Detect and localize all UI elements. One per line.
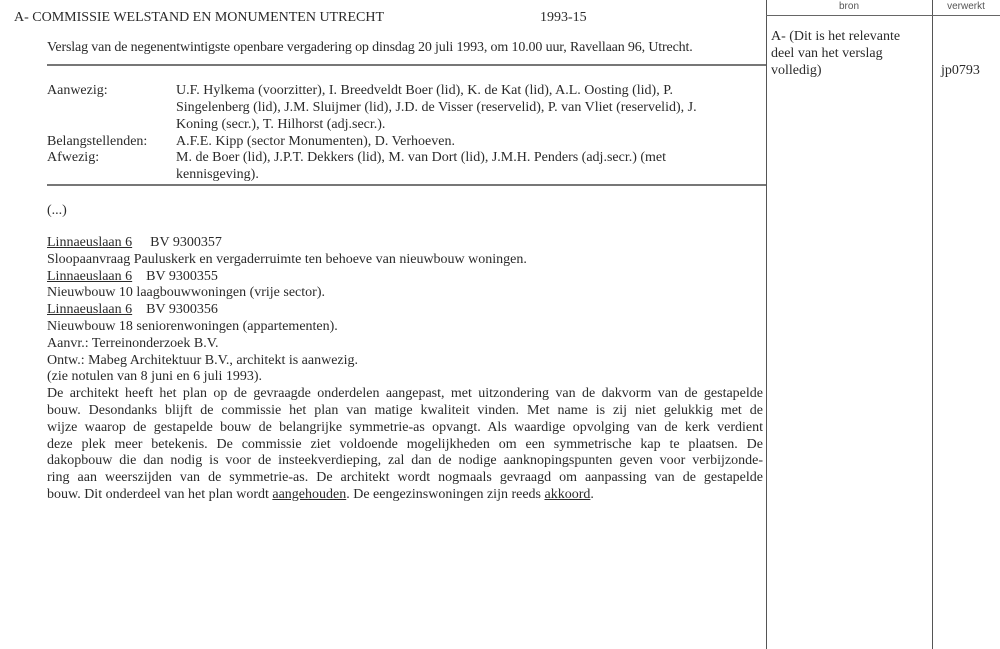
margin-header-line bbox=[766, 15, 1000, 16]
attendance-rule bbox=[47, 184, 766, 186]
bron-line: A- (Dit is het relevante bbox=[771, 29, 901, 44]
document-code: 1993-15 bbox=[540, 10, 587, 25]
paragraph-line: deze plek meer betekenis. De commissie ziet voldoende mogelijkheden om een symmetrische kap te plaatsen. De bbox=[47, 436, 763, 452]
meeting-subtitle: Verslag van de negenentwintigste openbare vergadering op dinsdag 20 juli 1993, om 10.00 uur, Ravellaan 96, Utrecht. bbox=[47, 40, 693, 55]
paragraph-line: dakopbouw die dan nodig is voor de insteekverdieping, zal dan de nodige aanknopingspunten geven voor verbijzonde- bbox=[47, 453, 763, 469]
item-number: BV 9300357 bbox=[150, 235, 222, 250]
applicant: Aanvr.: Terreinonderzoek B.V. bbox=[47, 335, 219, 351]
paragraph-line: ring aan weerszijden van de symmetrie-as. De architekt wordt nogmaals gevraagd om aanpassing van de gestapelde bbox=[47, 470, 763, 486]
column-divider-verwerkt bbox=[932, 0, 933, 649]
bron-line: volledig) bbox=[771, 63, 822, 78]
paragraph-last-line bbox=[47, 487, 763, 504]
item-number: BV 9300356 bbox=[146, 302, 218, 318]
item-description: Sloopaanvraag Pauluskerk en vergaderruimte ten behoeve van nieuwbouw woningen. bbox=[47, 251, 527, 267]
afwezig-line: kennisgeving). bbox=[176, 167, 259, 182]
designer: Ontw.: Mabeg Architektuur B.V., architekt is aanwezig. bbox=[47, 352, 359, 368]
document-title: A- COMMISSIE WELSTAND EN MONUMENTEN UTRECHT bbox=[14, 10, 384, 25]
text: . bbox=[590, 486, 594, 502]
item-address: Linnaeuslaan 6 bbox=[47, 235, 133, 250]
aanwezig-line: Koning (secr.), T. Hilhorst (adj.secr.). bbox=[176, 117, 386, 132]
belang-value: A.F.E. Kipp (sector Monumenten), D. Verhoeven. bbox=[176, 134, 455, 149]
header-rule bbox=[47, 64, 766, 66]
item-description: Nieuwbouw 18 seniorenwoningen (appartementen). bbox=[47, 318, 338, 334]
aanwezig-line: U.F. Hylkema (voorzitter), I. Breedveldt Boer (lid), K. de Kat (lid), A.L. Oosting (lid), P. bbox=[176, 83, 673, 98]
item-address: Linnaeuslaan 6 bbox=[47, 268, 133, 284]
bron-header: bron bbox=[838, 1, 859, 12]
item-description: Nieuwbouw 10 laagbouwwoningen (vrije sector). bbox=[47, 285, 325, 301]
afwezig-line: M. de Boer (lid), J.P.T. Dekkers (lid), M. van Dort (lid), J.M.H. Penders (adj.secr.) (met bbox=[176, 150, 667, 165]
status-held: aangehouden bbox=[272, 486, 347, 502]
text: bouw. Dit onderdeel van het plan wordt bbox=[47, 486, 273, 502]
item-number: BV 9300355 bbox=[146, 268, 218, 284]
text: . De eengezinswoningen zijn reeds bbox=[346, 486, 545, 502]
column-divider-bron bbox=[766, 0, 767, 649]
aanwezig-label: Aanwezig: bbox=[47, 83, 108, 98]
item-address: Linnaeuslaan 6 bbox=[47, 302, 133, 318]
status-agreed: akkoord bbox=[544, 486, 591, 502]
aanwezig-line: Singelenberg (lid), J.M. Sluijmer (lid), J.D. de Visser (reservelid), P. van Vliet (reservelid), J. bbox=[176, 100, 697, 115]
belang-label: Belangstellenden: bbox=[47, 134, 148, 149]
verwerkt-value: jp0793 bbox=[941, 63, 980, 78]
paragraph-line: wijze waarop de gestapelde bouw de belangrijke symmetrie-as opvangt. Als waardige opvolging van de kerk verdient bbox=[47, 419, 763, 435]
agenda-item-header bbox=[47, 302, 763, 319]
agenda-item-header bbox=[47, 235, 763, 252]
reference-note: (zie notulen van 8 juni en 6 juli 1993). bbox=[47, 369, 263, 385]
paragraph-line: De architekt heeft het plan op de gevraagde onderdelen aangepast, met uitzondering van de dakvorm van de gestapelde bbox=[47, 386, 763, 402]
afwezig-label: Afwezig: bbox=[47, 150, 100, 165]
verwerkt-header: verwerkt bbox=[947, 1, 985, 12]
ellipsis: (...) bbox=[47, 203, 67, 218]
paragraph-line: bouw. Desondanks blijft de commissie het plan van matige kwaliteit vinden. Met name is zij niet gelukkig met de bbox=[47, 402, 763, 418]
agenda-item-header bbox=[47, 269, 763, 286]
agenda-body bbox=[47, 235, 763, 504]
bron-line: deel van het verslag bbox=[771, 46, 883, 61]
